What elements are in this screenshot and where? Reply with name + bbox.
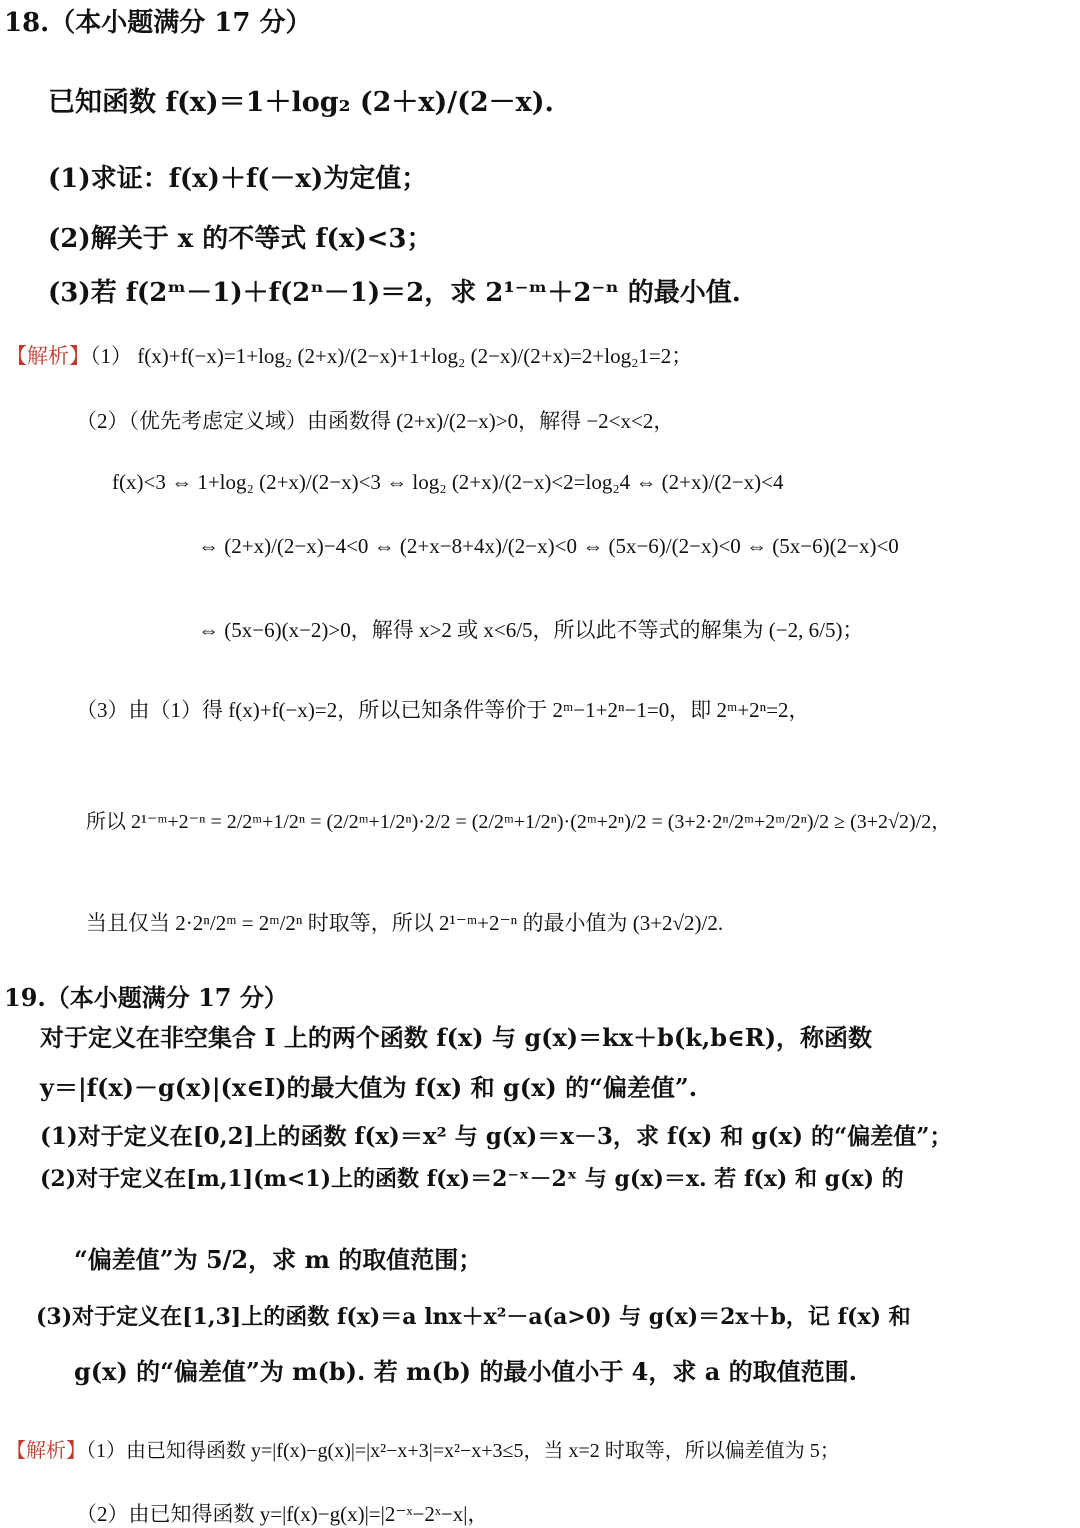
problem18-part3: (3)若 f(2ᵐ－1)＋f(2ⁿ－1)＝2，求 2¹⁻ᵐ＋2⁻ⁿ 的最小值. xyxy=(48,278,741,308)
solution19-line1: （1）由已知得函数 y=|f(x)−g(x)|=|x²−x+3|=x²−x+3≤5，当 x=2 时取等，所以偏差值为 5； xyxy=(86,1440,840,1462)
solution19-tag: 【解析】 xyxy=(6,1440,86,1462)
solution18-line8: 当且仅当 2·2ⁿ/2ᵐ = 2ᵐ/2ⁿ 时取等，所以 2¹⁻ᵐ+2⁻ⁿ 的最小值为 (3+2√2)/2. xyxy=(86,911,724,935)
problem18-part2: (2)解关于 x 的不等式 f(x)<3； xyxy=(48,224,433,254)
problem19-part3a: (3)对于定义在[1,3]上的函数 f(x)＝a lnx＋x²－a(a>0) 与 g(x)＝2x＋b，记 f(x) 和 xyxy=(36,1304,911,1330)
solution18-line6: （3）由（1）得 f(x)+f(−x)=2，所以已知条件等价于 2ᵐ−1+2ⁿ−1=0，即 2ᵐ+2ⁿ=2， xyxy=(76,698,810,722)
solution18-line7: 所以 2¹⁻ᵐ+2⁻ⁿ = 2/2ᵐ+1/2ⁿ = (2/2ᵐ+1/2ⁿ)·2/2 = (2/2ᵐ+1/2ⁿ)·(2ᵐ+2ⁿ)/2 = (3+2·2ⁿ/2ᵐ+2ᵐ/2ⁿ)/2 ≥ (3+2√2)/2， xyxy=(86,811,952,833)
problem19-intro2: y＝|f(x)－g(x)|(x∈I)的最大值为 f(x) 和 g(x) 的“偏差值”. xyxy=(40,1073,698,1102)
problem19-intro1: 对于定义在非空集合 I 上的两个函数 f(x) 与 g(x)＝kx＋b(k,b∈R)，称函数 xyxy=(40,1023,873,1052)
problem18-heading: 18.（本小题满分 17 分） xyxy=(4,8,312,38)
solution18-tag: 【解析】 xyxy=(6,344,90,368)
problem18-given: 已知函数 f(x)＝1＋log₂ (2＋x)/(2－x). xyxy=(48,87,554,118)
solution19-line2: （2）由已知得函数 y=|f(x)−g(x)|=|2⁻ˣ−2ˣ−x|， xyxy=(76,1502,489,1526)
solution18-line5: ⇔ (5x−6)(x−2)>0，解得 x>2 或 x<6/5，所以此不等式的解集为 (−2, 6/5)； xyxy=(198,618,864,642)
problem19-part3b: g(x) 的“偏差值”为 m(b). 若 m(b) 的最小值小于 4，求 a 的取值范围. xyxy=(74,1357,857,1386)
problem18-part1: (1)求证：f(x)＋f(－x)为定值； xyxy=(48,164,428,194)
solution18-line3: f(x)<3 ⇔ 1+log₂ (2+x)/(2−x)<3 ⇔ log₂ (2+x)/(2−x)<2=log₂4 ⇔ (2+x)/(2−x)<4 xyxy=(112,470,784,494)
problem19-part2b: “偏差值”为 5/2，求 m 的取值范围； xyxy=(74,1245,483,1274)
solution18-line2: （2）（优先考虑定义域）由函数得 (2+x)/(2−x)>0，解得 −2<x<2， xyxy=(76,409,675,433)
problem19-heading: 19.（本小题满分 17 分） xyxy=(4,983,288,1012)
problem19-part1: (1)对于定义在[0,2]上的函数 f(x)＝x² 与 g(x)＝x－3，求 f(x) 和 g(x) 的“偏差值”； xyxy=(40,1123,953,1150)
solution18-line1: （1） f(x)+f(−x)=1+log₂ (2+x)/(2−x)+1+log₂ (2−x)/(2+x)=2+log₂1=2； xyxy=(90,344,693,368)
problem19-part2a: (2)对于定义在[m,1](m<1)上的函数 f(x)＝2⁻ˣ－2ˣ 与 g(x)＝x. 若 f(x) 和 g(x) 的 xyxy=(40,1166,904,1192)
solution18-line4: ⇔ (2+x)/(2−x)−4<0 ⇔ (2+x−8+4x)/(2−x)<0 ⇔ (5x−6)/(2−x)<0 ⇔ (5x−6)(2−x)<0 xyxy=(198,534,899,558)
